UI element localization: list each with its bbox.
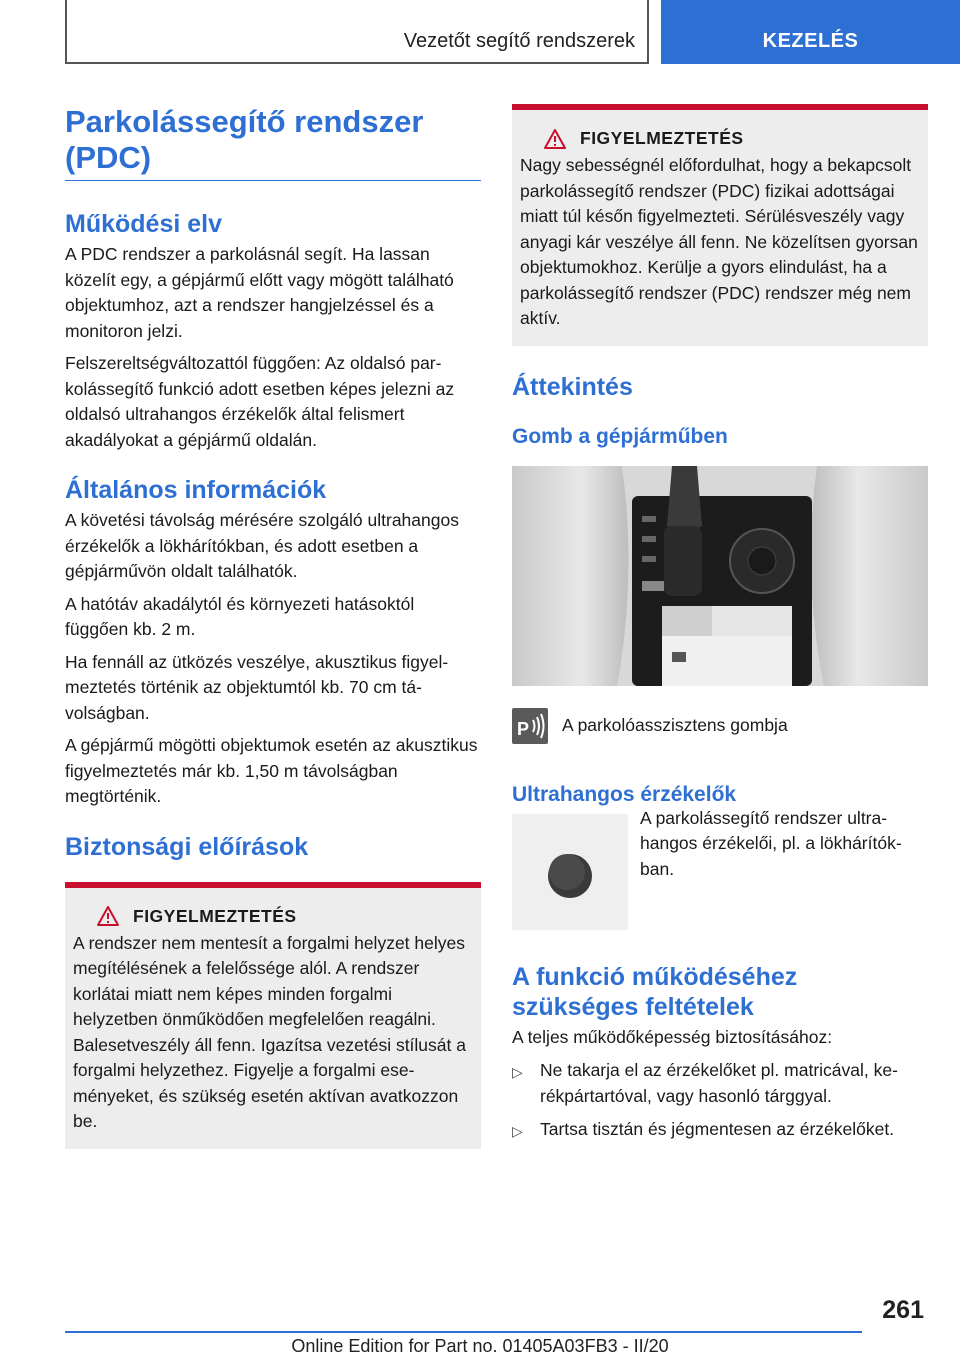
paragraph: A követési távolság mérésére szolgáló ultrahangos érzékelők a lökhárítókban, és adott esetben a gépjárművön oldalt találhatók. <box>65 510 459 581</box>
paragraph: Ha fennáll az ütközés veszélye, akusztikus figyelmeztetés történik az objektumtól kb. 70 cm távolságban. <box>65 651 449 723</box>
paragraph: A PDC rendszer a parkolásnál segít. Ha lassan közelít egy, a gépjármű előtt vagy mögött található objektumhoz, azt a rendszer hangjelzéssel és a monitoron jelzi. <box>65 244 454 341</box>
paragraph: A hatótáv akadálytól és környezeti hatásoktól függően kb. 2 m. <box>65 593 415 639</box>
warning-triangle-icon <box>97 906 119 926</box>
button-caption-row <box>512 708 928 744</box>
chapter-tab-label: KEZELÉS <box>762 30 859 52</box>
heading-sensors: Ultrahangos érzékelők <box>512 782 737 806</box>
warning-text: A rendszer nem mentesít a forgalmi helyzet helyes megítélésének a felelőssége alól. A rendszer korlátai miatt nem képes minden forgalmi helyzetben önműködően megfelelően reagálni. Balesetveszély áll fenn. Igazítsa vezetési stílusát a forgalmi helyzethez. Figyelje a forgalmi eseményeket, és szükség esetén aktívan avatkozzon be. <box>73 932 466 1131</box>
page-title: Parkolássegítő rendszer (PDC) <box>65 104 481 181</box>
triangle-bullet-icon: ▷ <box>512 1064 523 1080</box>
list-item: ▷ Ne takarja el az érzékelőket pl. matricával, kerékpártartóval, vagy hasonló tárggyal. <box>512 1058 928 1109</box>
running-header <box>65 0 649 64</box>
warning-box <box>512 104 928 346</box>
heading-safety: Biztonsági előírások <box>65 832 309 861</box>
warning-title-row <box>544 128 920 149</box>
button-caption: A parkolóasszisztens gombja <box>562 715 788 735</box>
right-column <box>512 104 928 1145</box>
requirements-intro: A teljes működőképesség biztosításához: <box>512 1026 833 1047</box>
header-section-title: Vezetőt segítő rendszerek <box>403 30 635 52</box>
warning-title: FIGYELMEZTETÉS <box>133 905 297 926</box>
triangle-bullet-icon: ▷ <box>512 1123 523 1139</box>
left-column <box>65 104 481 1149</box>
heading-general-info: Általános információk <box>65 476 327 504</box>
park-assistant-button-icon <box>512 708 548 744</box>
svg-text:P: P <box>517 718 530 739</box>
sensor-image <box>512 814 628 930</box>
warning-title: FIGYELMEZTETÉS <box>580 128 744 148</box>
ultrasonic-sensor-icon <box>512 814 628 930</box>
warning-text: Nagy sebességnél előfordulhat, hogy a bekapcsolt parkolássegítő rendszer (PDC) fizikai adottságai miatt túl későn figyelmezteti. Sérülésveszély vagy anyagi kár veszélye áll fenn. Ne közelítsen gyorsan objektumokhoz. Kerülje a gyors elindulást, ha a parkolássegítő rendszer (PDC) rendszer még nem aktív. <box>520 155 918 328</box>
heading-overview: Áttekintés <box>512 372 633 401</box>
footer-edition[interactable]: Online Edition for Part no. 01405A03FB3 - II/20 <box>291 1336 669 1356</box>
page-number: 261 <box>882 1296 924 1324</box>
warning-title-row <box>97 906 473 927</box>
chapter-tab[interactable] <box>661 0 960 64</box>
warning-triangle-icon <box>544 129 566 149</box>
sensor-text: A parkolássegítő rendszer ultrahangos érzékelői, pl. a lökhárítókban. <box>640 807 902 879</box>
heading-button: Gomb a gépjárműben <box>512 424 728 448</box>
list-item: ▷ Tartsa tisztán és jégmentesen az érzékelőket. <box>512 1117 928 1145</box>
center-console-image <box>512 466 928 686</box>
paragraph: A gépjármű mögötti objektumok esetén az akusztikus figyelmeztetés már kb. 1,50 m távolságban megtörténik. <box>65 735 478 806</box>
footer-divider <box>65 1331 862 1333</box>
warning-box <box>65 882 481 1149</box>
sensor-row <box>512 807 928 930</box>
console-photo <box>512 466 928 686</box>
heading-principle: Működési elv <box>65 210 222 238</box>
paragraph: Felszereltségváltozattól függően: Az oldalsó parkolássegítő funkció adott esetben képes jelezni az oldalsó ultrahangos érzékelők által felismert akadályokat a gépjármű oldalán. <box>65 353 455 450</box>
heading-requirements: A funkció működéséhez szükséges feltételek <box>512 962 798 1021</box>
